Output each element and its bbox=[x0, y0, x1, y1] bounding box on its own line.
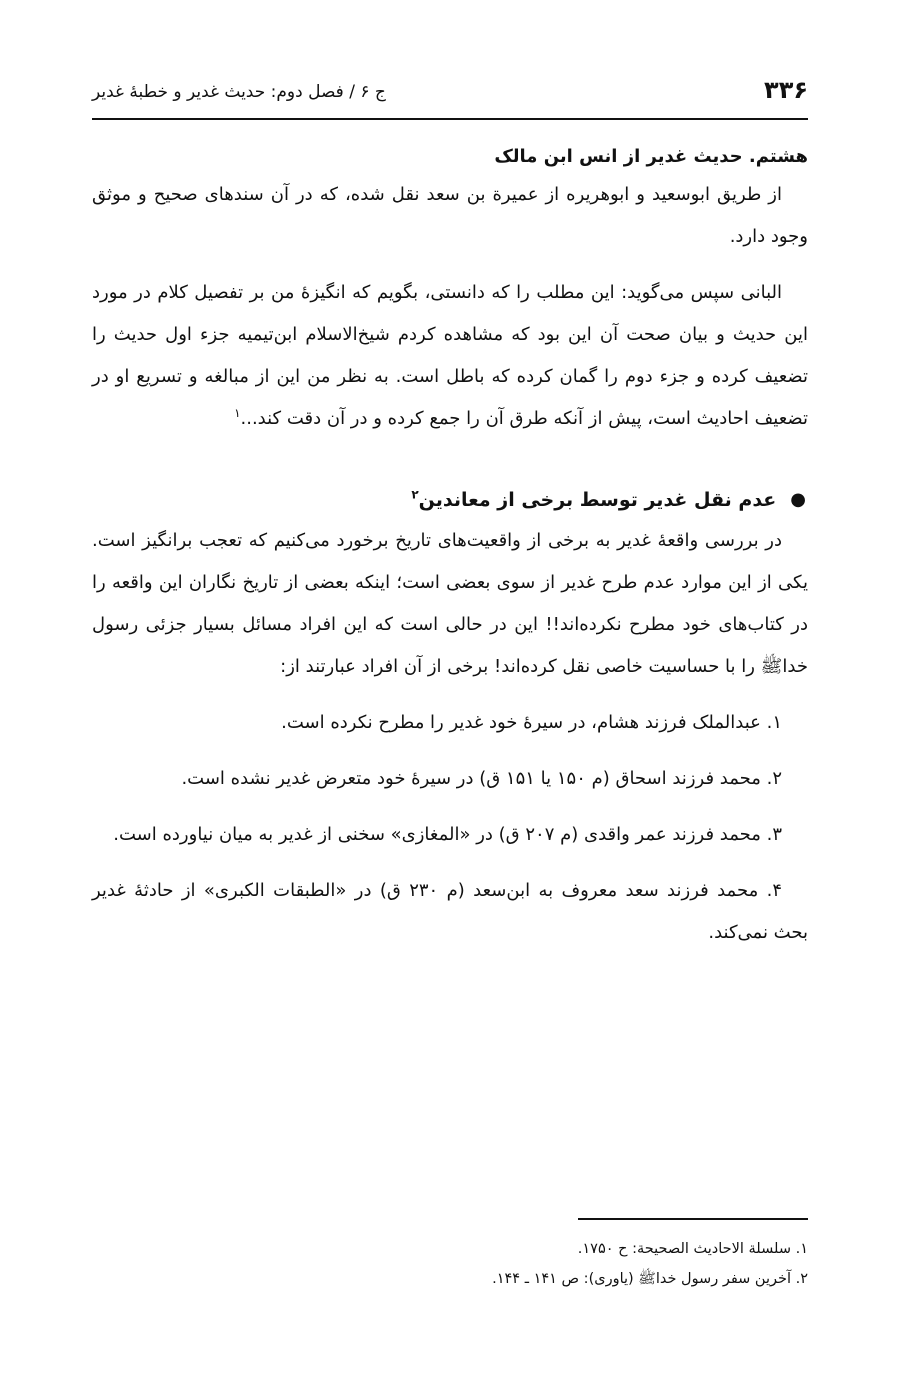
paragraph-opponents: در بررسی واقعهٔ غدیر به برخی از واقعیت‌های تاریخ برخورد می‌کنیم که تعجب برانگیز است. یکی از این موارد عدم طرح غدیر از سوی بعضی است؛ اینکه بعضی از تاریخ نگاران این واقعه را در کتاب‌های خود مطرح نکرده‌اند!! این در حالی است که این افراد مسائل بسیار جزئی رسول خداﷺ را با حساسیت خاصی نقل کرده‌اند! برخی از آن افراد عبارتند از: bbox=[92, 530, 808, 677]
footnote-divider bbox=[578, 1218, 808, 1220]
paragraph-albani bbox=[92, 272, 808, 440]
list-item: ۴. محمد فرزند سعد معروف به ابن‌سعد (م ۲۳۰ ق) در «الطبقات الکبری» از حادثهٔ غدیر بحث نمی‌کند. bbox=[92, 880, 808, 943]
footnote-ref-2: ۲ bbox=[411, 487, 419, 502]
paragraph-albani-text: البانی سپس می‌گوید: این مطلب را که دانستی، بگویم که انگیزهٔ من بر تفصیل کلام در مورد این حدیث و بیان صحت آن این بود که مشاهده کردم شیخ‌الاسلام ابن‌تیمیه جزء اول حدیث را تضعیف کرده و جزء دوم را گمان کرده که باطل است. به نظر من این از مبالغه و تسریع او در تضعیف احادیث است، پیش از آنکه طرق آن را جمع کرده و در آن دقت کند... bbox=[92, 282, 808, 429]
footnote-2: ۲. آخرین سفر رسول خداﷺ (یاوری): ص ۱۴۱ ـ ۱۴۴. bbox=[492, 1271, 808, 1287]
footnotes bbox=[92, 1234, 808, 1294]
list-item: ۱. عبدالملک فرزند هشام، در سیرهٔ خود غدیر را مطرح نکرده است. bbox=[281, 712, 782, 733]
bullet-icon: ● bbox=[790, 489, 806, 510]
list-item: ۲. محمد فرزند اسحاق (م ۱۵۰ یا ۱۵۱ ق) در سیرهٔ خود متعرض غدیر نشده است. bbox=[181, 768, 782, 789]
footnote-1: ۱. سلسلة الاحادیث الصحیحة: ح ۱۷۵۰. bbox=[577, 1241, 808, 1257]
running-head: ج ۶ / فصل دوم: حدیث غدیر و خطبهٔ غدیر bbox=[92, 82, 386, 102]
section-heading-opponents bbox=[92, 480, 808, 520]
section-heading-opponents-text: عدم نقل غدیر توسط برخی از معاندین bbox=[418, 489, 777, 511]
page-header bbox=[92, 68, 808, 120]
page-number: ۳۳۶ bbox=[764, 76, 808, 104]
footnote-ref-1: ۱ bbox=[234, 406, 241, 420]
body-text bbox=[92, 140, 808, 954]
list-item: ۳. محمد فرزند عمر واقدی (م ۲۰۷ ق) در «المغازی» سخنی از غدیر به میان نیاورده است. bbox=[113, 824, 782, 845]
paragraph-section-8: از طریق ابوسعید و ابوهریره از عمیرة بن سعد نقل شده، که در آن سندهای صحیح و موثق وجود دارد. bbox=[92, 184, 808, 247]
section-heading-8: هشتم. حدیث غدیر از انس ابن مالک bbox=[494, 146, 808, 167]
